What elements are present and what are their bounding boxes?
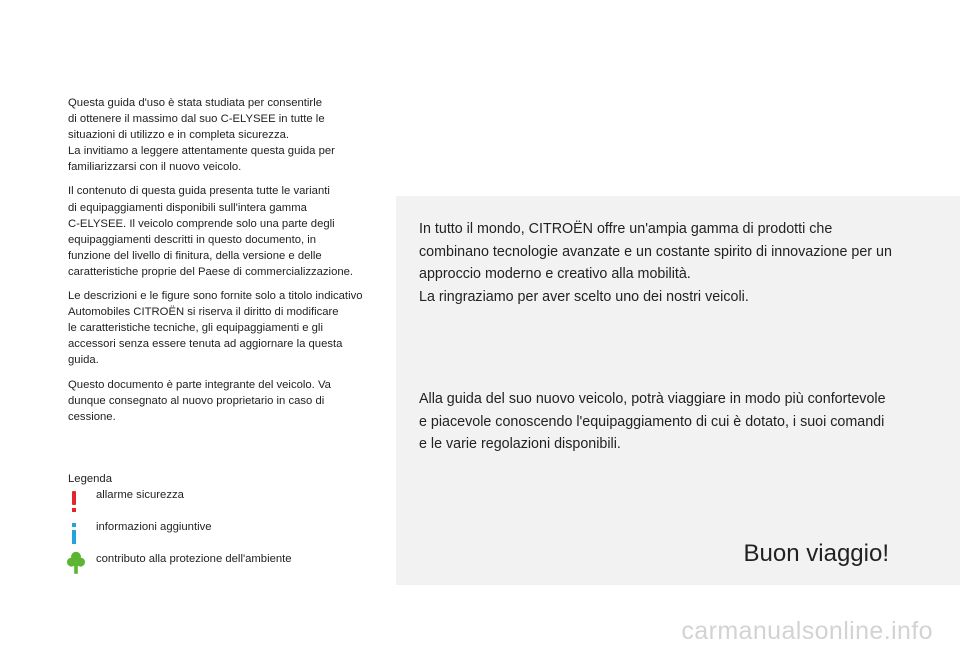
intro-text-column [68,95,388,433]
legend-label-environment: contributo alla protezione dell'ambiente [96,553,292,565]
paragraph-disclaimer: Le descrizioni e le figure sono fornite solo a titolo indicativo Automobiles CITROËN si riserva il diritto di modificare le caratteristiche tecniche, gli equipaggiamenti e gli accessori senza essere tenuta ad aggiornare la questa guida. [68,290,363,367]
watermark: carmanualsonline.info [681,617,933,645]
info-icon [68,523,80,545]
legend-title: Legenda [68,473,112,485]
legend-label-warning: allarme sicurezza [96,489,184,501]
welcome-drive: Alla guida del suo nuovo veicolo, potrà viaggiare in modo più confortevole e piacevole conoscendo l'equipaggiamento di cui è dotato, i suoi comandi e le varie regolazioni disponibili. [419,391,886,453]
legend-label-info: informazioni aggiuntive [96,521,212,533]
tree-icon [67,551,85,575]
paragraph-document: Questo documento è parte integrante del veicolo. Va dunque consegnato al nuovo proprietario in caso di cessione. [68,378,331,423]
welcome-panel [396,196,960,585]
farewell-title: Buon viaggio! [743,540,889,567]
legend-item-environment [68,553,388,585]
paragraph-content: Il contenuto di questa guida presenta tutte le varianti di equipaggiamenti disponibili sull'intera gamma C-ELYSEE. Il veicolo comprende solo una parte degli equipaggiamenti descritti in questo documento, in funzione del livello di finitura, della versione e delle caratteristiche proprie del Paese di commercializzazione. [68,185,354,278]
legend-item-info [68,521,388,553]
legend-item-warning [68,489,388,521]
exclamation-icon [68,491,80,513]
legend [68,473,388,585]
welcome-intro: In tutto il mondo, CITROËN offre un'ampia gamma di prodotti che combinano tecnologie avanzate e un costante spirito di innovazione per un approccio moderno e creativo alla mobilità. La ringraziamo per aver scelto uno dei nostri veicoli. [419,221,892,305]
paragraph-purpose: Questa guida d'uso è stata studiata per consentirle di ottenere il massimo dal suo C-ELYSEE in tutte le situazioni di utilizzo e in completa sicurezza. La invitiamo a leggere attentamente questa guida per familiarizzarsi con il nuovo veicolo. [68,97,335,174]
